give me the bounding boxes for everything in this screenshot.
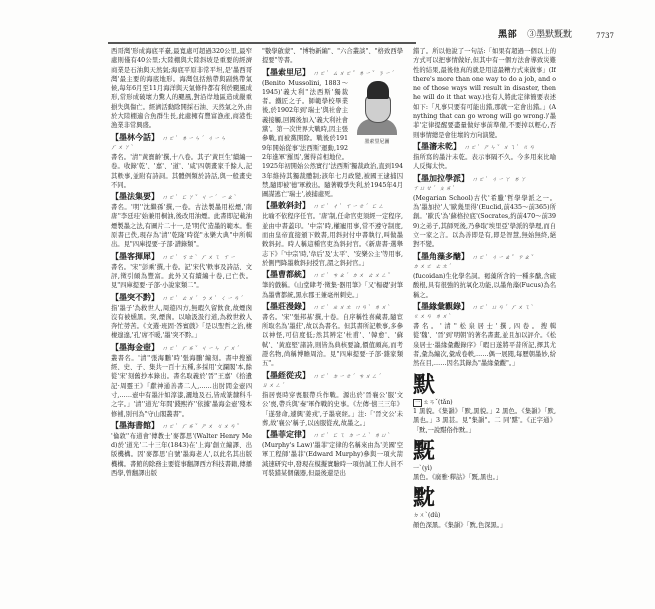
page-number: 7737 [596, 32, 614, 40]
zhuyin: ㄉㄨˋ [413, 512, 429, 520]
head-character: 黖 [413, 437, 436, 464]
zhuyin: ㄇㄛˋ ㄉㄧㄝˊ ㄘㄨㄥˊ [313, 373, 382, 380]
entry-headword: 【墨瀋未乾】 ㄇㄛˋ ㄕㄣˇ ㄨㄟˋ ㄍㄢ [413, 140, 536, 151]
entry-headword: 【墨客揮犀】 ㄇㄛˋ ㄎㄜˋ ㄏㄨㄟ ㄒㄧ [111, 250, 237, 261]
zhuyin: ㄇㄛˋ ㄘㄠˊ ㄉㄨ ㄊㄨㄥˇ [313, 273, 391, 280]
entry-definition: 叢書名。'清''張海鵬'時'張海鵬'編刻。書中搜羅經、史、子、集共一百十五種,多採用'文瀾閣'本,餘從'宋'刻舊抄本錄出。書名取義於'晉''王嘉'《拾遺記·周靈王》「獻神通善書二人,……出肘間金壺四寸,……壺中有墨汁如淳漆,灑地及石,皆成篆隸科斗之字。」'清''道光'年間'錢熙祚''依據'墨海金壺'殘本修補,別刊為"守山閣叢書"。 [111, 354, 252, 418]
character-range: ③墨默黖黕 [527, 30, 573, 40]
pronunciation [413, 464, 556, 473]
entry-headword: 【墨角藻多醣】 ㄇㄛˋ ㄐㄧㄠˇ ㄗㄠˇ [413, 250, 535, 261]
column-1 [111, 47, 252, 587]
entry-definition: (fucoidan)生化學名詞。褐藻所含的一種多醣,含硫酸根,具有很強的抗氧化功能,以墨角藻(Fucus)為名稱之。 [413, 272, 556, 299]
entry-definition: 書名。'清''松泉居士'撰,四卷。搜輯從'魏'、'晉'到'明朝'的著名書畫,並且加以評介。《松泉居士·墨緣彙觀錄序》「暇日遂將平昔所記,擇其尤者,彙為編次,彙成卷帙,……偶一展閱,每歷朝墨妙,紛然在目,……因名其錄為"墨緣彙觀"。」 [413, 323, 556, 368]
entry-headword: 【墨敕斜封】 ㄇㄛˋ ㄔˋ ㄒㄧㄝˊ ㄈㄥ [262, 200, 385, 211]
page-header [108, 24, 614, 40]
zhuyin: ㄊㄢˇ [423, 398, 439, 406]
pinyin: (tǎn) [438, 398, 453, 406]
zhuyin: ㄇㄛˋ ㄐㄧㄠˇ ㄗㄠˇ [472, 254, 535, 261]
entry-definition: 指所寫的墨汁未乾。表示事隔不久。今多用來比喻人反悔太快。 [413, 153, 556, 171]
reading-number: 一 [415, 399, 421, 406]
zhuyin-cont: ㄍㄨㄢ ㄌㄨˋ [413, 313, 452, 320]
continued-text: 西哥灣'形成海底平臺,最寬處可超過320公里,最窄處則僅有40公里;大陸棚與大陸斜坡是重要的經濟商業是石油與天然氣;海底平原非常平坦,是'墨西哥灣'最主要的海底地形。海灣包括熱帶與副熱帶氣候,每年6月至11月海洋與天氣條件都有利於颶風成形,常形成破壞力驚人的颶風,對沿岸地區造成嚴重損失與傷亡。經濟活動除開採石油、天然氣之外,由於大陸棚適合魚群生長,此處擁有豐富漁產,商港性漁業非常興盛。 [111, 48, 252, 130]
entry-definition: 書名。'明''沈繼孫'撰,一卷。古法製墨用松煙,'南唐''李廷珪'始兼用桐油,後改用油煙。此書即記載油煙製墨之法,有圖片二十一,是'明代'造墨的範本。惟原書已佚,現存為'清''乾隆'時從"永樂大典"中所輯出。見"四庫提要·子部·譜錄類"。 [111, 204, 252, 249]
zhuyin: ㄇㄛˋ ㄕㄣˇ ㄨㄟˋ ㄍㄢ [464, 144, 536, 151]
entry-headword: 【墨曹都統】 ㄇㄛˋ ㄘㄠˊ ㄉㄨ ㄊㄨㄥˇ [262, 269, 391, 280]
zhuyin-cont: ㄉㄨㄛ ㄊㄤˊ [413, 263, 452, 270]
entry-definition: 書名。'清''黃寶齡'撰,十八卷。其子'黃巨生'續編一卷。收錄'乾'、'嘉'、'道'、'咸'四朝畫家千餘人,記其軼事,並附有詩詞。其體例類於詩話,與一般畫史不同。 [111, 153, 252, 189]
headword-text: 墨緣彙觀錄 [421, 300, 461, 311]
head-character: 黕 [413, 485, 436, 512]
zhuyin-cont: ㄏㄨㄚˋ [111, 144, 135, 151]
headword-text: 墨客揮犀 [119, 250, 151, 261]
zhuyin: ㄇㄛˋ ㄎㄜˋ ㄏㄨㄟ ㄒㄧ [162, 254, 237, 261]
zhuyin: ㄇㄛˋ ㄙㄨㄛˇ ㄌㄧˇ ㄋㄧˊ [313, 70, 395, 77]
entry-headword: 【墨海金壺】 ㄇㄛˋ ㄏㄞˇ ㄐㄧㄣ ㄏㄨˊ [111, 341, 240, 352]
column-3 [413, 47, 556, 587]
headword-text: 墨突不黔 [119, 291, 151, 302]
zhuyin: ㄇㄛˋ ㄩㄢˊ ㄏㄨㄟˋ [472, 304, 535, 311]
headword-text: 墨索里尼 [270, 66, 302, 77]
zhuyin: ㄇㄛˋ ㄏㄞˇ ㄕㄨ ㄍㄨㄢˇ [162, 423, 240, 430]
entry-definition: '倫敦''布道會'傳教士'麥都思'(Walter Henry Med)於'道光'二十三年(1843)在'上海'創立編譯、出版機構。因'麥都思'自號'墨海老人',以此名其出版機構。書館的除務主要從事翻譯西方科技書籍,傳播西學,曾翻譯出版 [111, 432, 252, 477]
portrait-caption: 墨索里尼圖 [364, 138, 390, 145]
pinyin: (dǔ) [428, 512, 441, 520]
entry-headword: 【墨突不黔】 ㄇㄛˋ ㄊㄨˊ ㄅㄨˋ ㄑㄧㄢˊ [111, 291, 244, 302]
entry-definition: 書名。'宋''張邦基'撰,十卷。自序稱性喜藏書,隨宦所取名為'墨莊',故以為書名。但其書所記軼事,多參以神怪,可信度低;然其辨定'杜甫'、'韓愈'、'蘇軾'、'黃庭堅'諸詩,則皆為典核要論,價值頗高,而考證名物,尚稱博贍周洽。見"四庫提要·子部·雜家類五"。 [262, 313, 403, 368]
entry-definition: (Murphy's Law)'墨菲'定律的名稱來由為'美國'空軍工程師'墨菲'(Edward Murphy)參與一項火箭減速研究中,發現在模擬實驗時一項仿誠工作人員不可裝錯某個儀器,但最後還是出 [262, 442, 403, 477]
continued-text: "數學啟蒙"、"博物新編"、"六合叢談"、"格致西學提要"等書。 [262, 48, 403, 65]
headword-text: 墨角藻多醣 [421, 250, 461, 261]
headword-text: 墨法集要 [119, 191, 151, 202]
zhuyin: ㄇㄛˋ ㄐㄧㄚ ㄌㄚ [472, 176, 527, 183]
zhuyin: ㄇㄛˋ ㄓㄨㄤ ㄇㄢˋ ㄌㄨˋ [313, 304, 391, 311]
entry-definition: 書名。'宋''彭乘'撰,十卷。記'宋代'軼事及詩話、文評,徵引頗為豐富。此外又有續編十卷,已亡佚。見"四庫提要·子部·小說家類二"。 [111, 263, 252, 290]
entry-definition: (Benito Mussolini, 1883～1945)'義大利''法西斯'獨裁者。鐵匠之子。師範學校畢業後,於1902年到'瑞士'與社會主義接觸,回國後加入'義大利社會黨'。第一次世界大戰時,因主張參戰,而被黨開除。戰後於1919年開始從事'法西斯'運動,1922年進軍'羅馬',獲得首相地位。1925年初開始公然實行'法西斯'獨裁政治,直到1943年維持其獨裁體制;該年七月政變,被國王逮捕囚禁,隨即被'德'軍救出。隨著戰爭失利,於1945年4月圖謀逃亡'瑞士',被捕處死。 [262, 79, 403, 199]
headword-text: 墨莊漫錄 [270, 300, 302, 311]
mussolini-portrait-image [355, 79, 399, 135]
zhuyin: ㄇㄛˋ ㄏㄞˇ ㄐㄧㄣ ㄏㄨˊ [162, 345, 240, 352]
zhuyin-cont: ㄒㄩㄝˊ ㄆㄞˋ [413, 185, 456, 192]
character-senses: 黑色。《廣雅·釋詁》「黖,黑也。」 [413, 474, 503, 482]
entry-definition: 指'墨子'為救世人,周遊四方,無暇久留飲食,故煙囪沒有被燻黑。突,煙囪。以喻汲汲行道,為救世救人奔忙勞苦。《文選·班固·答賓戲》「是以聖哲之治,棲棲遑遑,'孔'席不暖,'墨'突不黔。」 [111, 304, 252, 340]
headword-text: 墨海書館 [119, 419, 151, 430]
entry-headword: 【墨緣彙觀錄】 ㄇㄛˋ ㄩㄢˊ ㄏㄨㄟˋ [413, 300, 535, 311]
portrait-figure [351, 79, 403, 153]
zhuyin: ㄇㄛˋ ㄔˋ ㄒㄧㄝˊ ㄈㄥ [313, 204, 385, 211]
headword-text: 墨曹都統 [270, 269, 302, 280]
headword-text: 墨敕斜封 [270, 200, 302, 211]
entry-headword: 【墨法集要】 ㄇㄛˋ ㄈㄚˇ ㄐㄧˊ ㄧㄠˋ [111, 191, 238, 202]
headword-text: 墨瀋未乾 [421, 140, 453, 151]
pinyin: (yì) [422, 464, 433, 472]
header-rule [108, 42, 416, 44]
character-senses: 1 黑貌。《集韻》「默,黑貌。」2 黑色。《集韻》「默,黑也。」3 黑甚。見"集韻"。二 同'黮'。《正字通》「黕,一說黮俗作黕。」 [413, 407, 556, 434]
headword-text: 墨海金壺 [119, 341, 151, 352]
headword-text: 墨加拉學派 [421, 172, 461, 183]
headword-text: 墨菲定律 [270, 429, 302, 440]
entry-headword: 【墨林今話】 ㄇㄛˋ ㄌㄧㄣˊ ㄐㄧㄣ [111, 131, 227, 142]
zhuyin: ㄇㄛˋ ㄌㄧㄣˊ ㄐㄧㄣ [162, 135, 227, 142]
entry-headword: 【墨加拉學派】 ㄇㄛˋ ㄐㄧㄚ ㄌㄚ [413, 172, 527, 183]
radical-section: 黑部 [498, 30, 518, 40]
entry-definition: 指居喪時穿喪服帶兵作戰。源出於'晉襄公'服'文公'喪,帶兵與'秦'軍作戰的史事。《左傳·僖三三年》「遂發命,遽興'姜戎',子墨衰絰。」注:「'晉文公'未葬,故'襄公'稱子,以凶服從戎,故墨之。」 [262, 391, 403, 427]
column-2 [262, 47, 403, 587]
entry-definition: (Megarian School)古代'希臘'哲學學派之一。為'墨加拉'人'歐幾里得'(Euclid,前435～前365)所創。'歐氏'為'蘇格拉底'(Socrates,約前470～前399)之弟子,其師死後,乃參取'埃里亞'學派的學理,而自立一家之言。以為善即是有,即是智慧,無始無終,絕對不變。 [413, 194, 556, 249]
zhuyin: 一ˋ [413, 464, 423, 472]
entry-headword: 【墨絰從戎】 ㄇㄛˋ ㄉㄧㄝˊ ㄘㄨㄥˊ [262, 369, 382, 380]
entry-headword: 【墨索里尼】 ㄇㄛˋ ㄙㄨㄛˇ ㄌㄧˇ ㄋㄧˊ [262, 66, 395, 77]
headword-text: 墨絰從戎 [270, 369, 302, 380]
zhuyin-cont: ㄖㄨㄥˊ [262, 382, 286, 389]
pronunciation [413, 511, 556, 520]
entry-definition: 筆的戲稱。《山堂肆考·徵集·器用筆》「又'楊礎'封筆為墨曹都統,黑水郡王兼毫州刺史。」 [262, 282, 403, 299]
head-character: 默 [413, 371, 436, 398]
character-senses: 顏色深黑。《集韻》「黕,色深黑。」 [413, 521, 507, 529]
pronunciation [413, 398, 556, 407]
entry-definition: 比喻不依程序任官。'唐'制,任命官吏須經一定程序,並由中書蓋印。'中宗'時,權寵用事,常不遵守制度,而由皇帝直接頒下敕書,用斜封付中書執行,叫做墨敕斜封。時人稱這種官吏為斜封官。《新唐書·選舉志下》「'中宗'時,'韋后'及'太平'、'安樂公主'等用事,於側門降墨敕斜封授官,謂之斜封官。」 [262, 213, 403, 267]
zhuyin: ㄇㄛˋ ㄈㄚˇ ㄐㄧˊ ㄧㄠˋ [162, 195, 238, 202]
entry-headword: 【墨莊漫錄】 ㄇㄛˋ ㄓㄨㄤ ㄇㄢˋ ㄌㄨˋ [262, 300, 391, 311]
zhuyin: ㄇㄛˋ ㄊㄨˊ ㄅㄨˋ ㄑㄧㄢˊ [162, 295, 244, 302]
headword-text: 墨林今話 [119, 131, 151, 142]
continued-text: 錯了。所以他說了一句話:「如果有超過一個以上的方式可以把事情做好,但其中有一個方法會導致災難性的結果,最後他真的就是用這最糟方式來做事」(If there's more than one way to do a job, and one of those ways will result in disaster, then he will do it that way.)也有人將此定律簡要表述如下:「凡事只要有可能出錯,那就一定會出錯。」(Anything that can go wrong will go wrong.)'墨菲'定律提醒要盡量做好事前準備,不要掉以輕心,否則事情總是會往壞的方向演變。 [413, 48, 556, 139]
entry-headword: 【墨海書館】 ㄇㄛˋ ㄏㄞˇ ㄕㄨ ㄍㄨㄢˇ [111, 419, 240, 430]
entry-headword: 【墨菲定律】 ㄇㄛˋ ㄈㄟ ㄉㄧㄥˋ ㄌㄩˋ [262, 429, 391, 440]
zhuyin: ㄇㄛˋ ㄈㄟ ㄉㄧㄥˋ ㄌㄩˋ [313, 433, 391, 440]
